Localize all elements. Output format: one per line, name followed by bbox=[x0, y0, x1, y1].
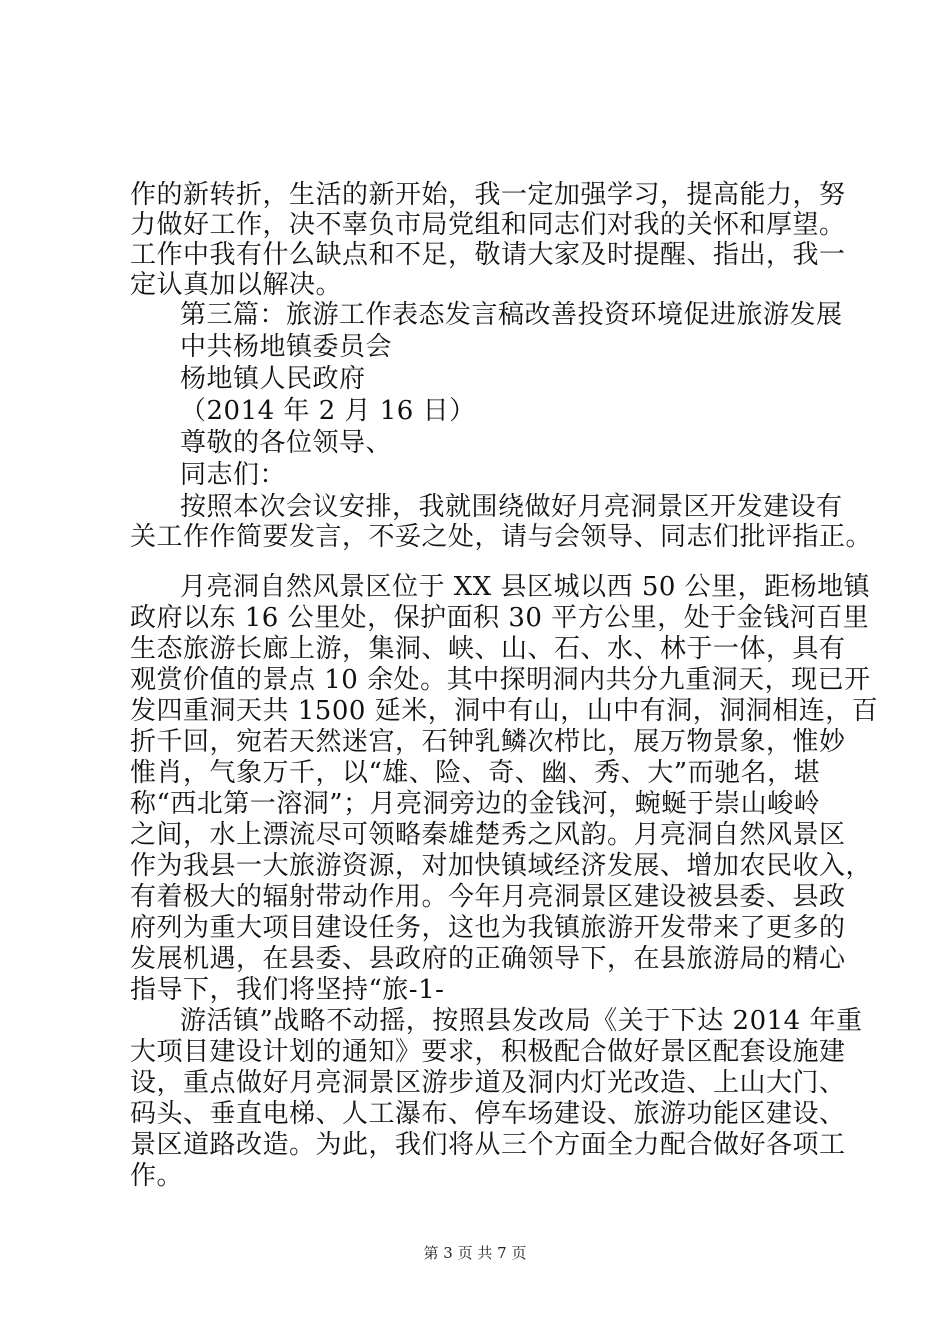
body-line-2: 力做好工作，决不辜负市局党组和同志们对我的关怀和厚望。 bbox=[130, 210, 846, 240]
body-line-11: 惟肖，气象万千，以“雄、险、奇、幽、秀、大”而驰名，堪 bbox=[130, 758, 821, 788]
body-line-21: 设，重点做好月亮洞景区游步道及洞内灯光改造、上山大门、 bbox=[130, 1068, 846, 1098]
body-line-7: 生态旅游长廊上游，集洞、峡、山、石、水、林于一体，具有 bbox=[130, 634, 846, 664]
body-line-13: 之间，水上漂流尽可领略秦雄楚秀之风韵。月亮洞自然风景区 bbox=[130, 820, 846, 850]
section-title: 第三篇：旅游工作表态发言稿改善投资环境促进旅游发展 bbox=[180, 300, 843, 330]
issuer-party-committee: 中共杨地镇委员会 bbox=[180, 332, 393, 362]
body-line-1: 作的新转折，生活的新开始，我一定加强学习，提高能力，努 bbox=[130, 180, 846, 210]
page-number-footer: 第 3 页 共 7 页 bbox=[423, 1244, 527, 1262]
body-line-4: 定认真加以解决。 bbox=[130, 270, 343, 300]
body-line-9: 发四重洞天共 1500 延米，洞中有山，山中有洞，洞洞相连，百 bbox=[130, 696, 879, 726]
body-line-20: 大项目建设计划的通知》要求，积极配合做好景区配套设施建 bbox=[130, 1037, 846, 1067]
issuer-government: 杨地镇人民政府 bbox=[180, 364, 366, 394]
body-line-19: 游活镇”战略不动摇，按照县发改局《关于下达 2014 年重 bbox=[180, 1006, 863, 1036]
body-line-24: 作。 bbox=[130, 1161, 184, 1191]
body-line-22: 码头、垂直电梯、人工瀑布、停车场建设、旅游功能区建设、 bbox=[130, 1099, 846, 1129]
body-line-16: 府列为重大项目建设任务，这也为我镇旅游开发带来了更多的 bbox=[130, 913, 846, 943]
body-line-10: 折千回，宛若天然迷宫，石钟乳鳞次栉比，展万物景象，惟妙 bbox=[130, 727, 846, 757]
salutation-leaders: 尊敬的各位领导、 bbox=[180, 428, 393, 458]
salutation-comrades: 同志们： bbox=[180, 460, 287, 490]
body-line-18: 指导下，我们将坚持“旅-1- bbox=[130, 975, 445, 1005]
body-line-17: 发展机遇，在县委、县政府的正确领导下，在县旅游局的精心 bbox=[130, 944, 846, 974]
body-line-3: 工作中我有什么缺点和不足，敬请大家及时提醒、指出，我一 bbox=[130, 240, 846, 270]
body-line-6: 政府以东 16 公里处，保护面积 30 平方公里，处于金钱河百里 bbox=[130, 603, 870, 633]
body-line-23: 景区道路改造。为此，我们将从三个方面全力配合做好各项工 bbox=[130, 1130, 846, 1160]
body-line-8: 观赏价值的景点 10 余处。其中探明洞内共分九重洞天，现已开 bbox=[130, 665, 871, 695]
document-date: （2014 年 2 月 16 日） bbox=[180, 396, 476, 426]
body-line-12: 称“西北第一溶洞”；月亮洞旁边的金钱河，蜿蜒于崇山峻岭 bbox=[130, 789, 821, 819]
body-line-15: 有着极大的辐射带动作用。今年月亮洞景区建设被县委、县政 bbox=[130, 882, 846, 912]
body-line-5: 月亮洞自然风景区位于 XX 县区城以西 50 公里，距杨地镇 bbox=[180, 572, 871, 602]
body-line-14: 作为我县一大旅游资源，对加快镇域经济发展、增加农民收入， bbox=[130, 851, 873, 881]
intro-line-1: 按照本次会议安排，我就围绕做好月亮洞景区开发建设有 bbox=[180, 492, 843, 522]
intro-line-2: 关工作作简要发言，不妥之处，请与会领导、同志们批评指正。 bbox=[130, 522, 873, 552]
